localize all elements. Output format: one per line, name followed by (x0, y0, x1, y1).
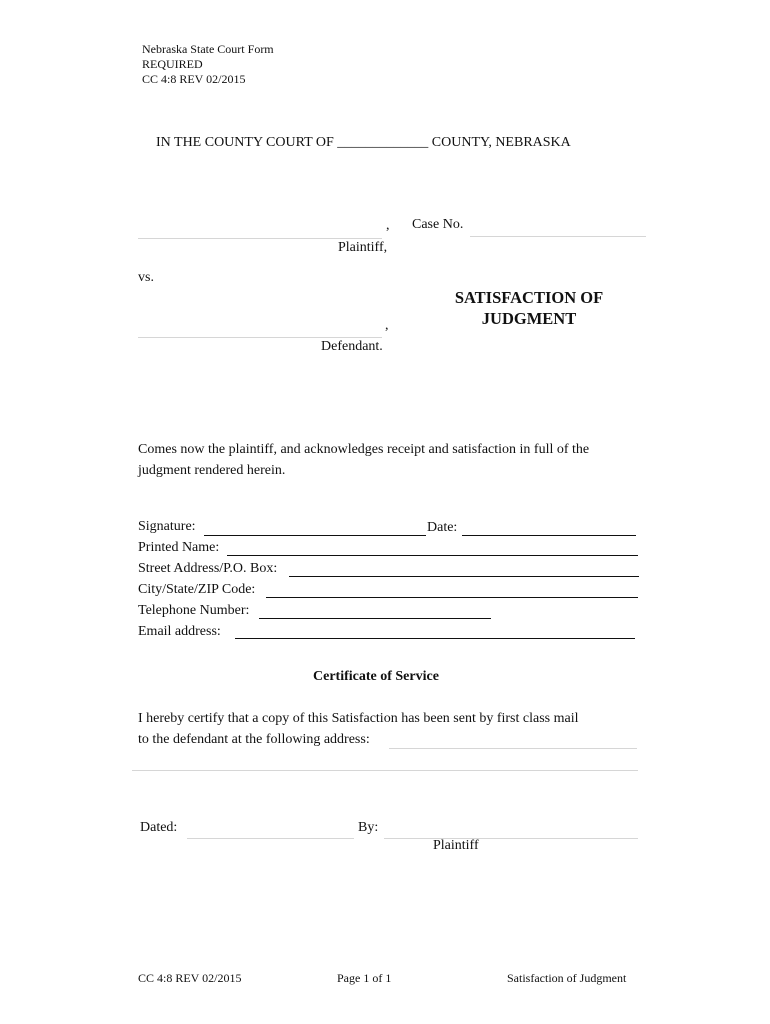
defendant-comma: , (385, 318, 389, 333)
telephone-label: Telephone Number: (138, 603, 250, 618)
email-label: Email address: (138, 624, 221, 639)
document-title-line1: SATISFACTION OF (454, 288, 604, 307)
date-label: Date: (427, 520, 458, 535)
telephone-line[interactable] (259, 618, 491, 619)
form-source: Nebraska State Court Form (142, 42, 274, 56)
court-prefix: IN THE COUNTY COURT OF (156, 135, 334, 150)
form-code: CC 4:8 REV 02/2015 (142, 72, 246, 86)
court-heading (156, 135, 571, 151)
signature-line[interactable] (204, 535, 426, 536)
plaintiff-signature-label: Plaintiff (433, 838, 479, 853)
certificate-line1: I hereby certify that a copy of this Satisfaction has been sent by first class mail (138, 711, 579, 726)
dated-field[interactable] (187, 820, 354, 839)
footer-document-title: Satisfaction of Judgment (507, 971, 627, 985)
defendant-address-field-1[interactable] (389, 730, 637, 749)
certificate-line2: to the defendant at the following address: (138, 732, 370, 747)
versus-label: vs. (138, 270, 154, 285)
document-title-line2: JUDGMENT (481, 309, 577, 328)
date-line[interactable] (462, 535, 636, 536)
defendant-name-field[interactable] (138, 319, 382, 338)
dated-label: Dated: (140, 820, 178, 835)
acknowledgment-line2: judgment rendered herein. (138, 463, 286, 478)
county-blank: _____________ (337, 135, 429, 150)
email-line[interactable] (235, 638, 635, 639)
city-state-zip-line[interactable] (266, 597, 638, 598)
footer-page-number: Page 1 of 1 (337, 971, 392, 985)
defendant-label: Defendant. (321, 339, 383, 354)
plaintiff-comma: , (386, 218, 390, 233)
certificate-heading: Certificate of Service (313, 669, 439, 684)
case-number-label: Case No. (412, 217, 464, 232)
by-label: By: (358, 820, 379, 835)
acknowledgment-line1: Comes now the plaintiff, and acknowledges receipt and satisfaction in full of the (138, 442, 590, 457)
printed-name-line[interactable] (227, 555, 638, 556)
court-suffix: COUNTY, NEBRASKA (431, 135, 571, 150)
plaintiff-name-field[interactable] (138, 220, 382, 239)
footer-form-code: CC 4:8 REV 02/2015 (138, 971, 242, 985)
defendant-address-field-2[interactable] (132, 752, 638, 771)
street-address-line[interactable] (289, 576, 639, 577)
case-number-field[interactable] (470, 218, 646, 237)
signature-label: Signature: (138, 519, 196, 534)
form-required: REQUIRED (142, 57, 203, 71)
city-state-zip-label: City/State/ZIP Code: (138, 582, 256, 597)
plaintiff-label: Plaintiff, (338, 240, 388, 255)
printed-name-label: Printed Name: (138, 540, 220, 555)
by-field[interactable] (384, 820, 638, 839)
street-address-label: Street Address/P.O. Box: (138, 561, 278, 576)
